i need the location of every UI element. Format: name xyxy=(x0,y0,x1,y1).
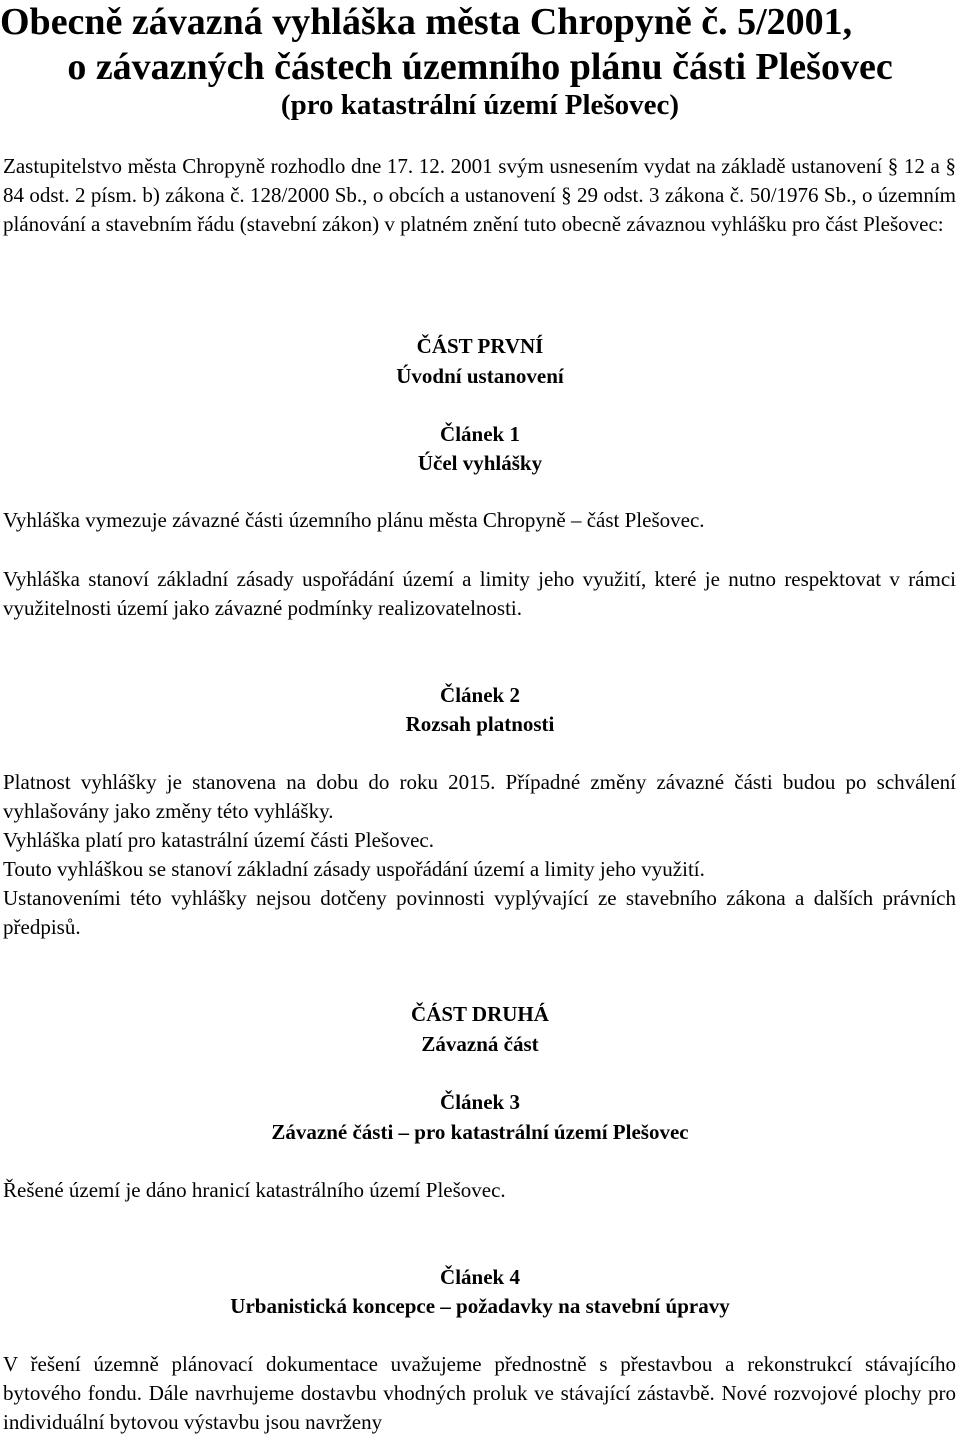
document-subtitle: (pro katastrální území Plešovec) xyxy=(280,89,680,121)
part2-subheading: Závazná část xyxy=(421,1032,539,1056)
article1-paragraph-2: Vyhláška stanoví základní zásady uspořádání území a limity jeho využití, které je nutno respektovat v rámci využitelnosti území jako závazné podmínky realizovatelnosti. xyxy=(3,567,956,620)
article4-title: Urbanistická koncepce – požadavky na stavební úpravy xyxy=(230,1294,730,1318)
article2-paragraph-4: Ustanoveními této vyhlášky nejsou dotčeny povinnosti vyplývající ze stavebního zákona a dalších právních předpisů. xyxy=(3,886,956,939)
article3-paragraph-1: Řešené území je dáno hranicí katastrálního území Plešovec. xyxy=(3,1178,506,1202)
part1-subheading: Úvodní ustanovení xyxy=(396,364,564,388)
article1-heading: Článek 1 xyxy=(440,422,520,446)
document-title-line1: Obecně závazná vyhláška města Chropyně č. 5/2001, xyxy=(0,1,853,43)
article2-heading: Článek 2 xyxy=(440,683,520,707)
article2-title: Rozsah platnosti xyxy=(405,712,555,736)
part2-heading: ČÁST DRUHÁ xyxy=(411,1002,549,1026)
document-title-line2: o závazných částech územního plánu části Plešovec xyxy=(67,46,893,88)
article3-title: Závazné části – pro katastrální území Plešovec xyxy=(271,1120,689,1144)
article2-paragraph-2: Vyhláška platí pro katastrální území části Plešovec. xyxy=(3,828,434,852)
article4-heading: Článek 4 xyxy=(440,1265,520,1289)
preamble-paragraph: Zastupitelstvo města Chropyně rozhodlo dne 17. 12. 2001 svým usnesením vydat na základě ustanovení § 12 a § 84 odst. 2 písm. b) zákona č. 128/2000 Sb., o obcích a ustanovení § 29 odst. 3 zákona č. 50/1976 Sb., o územním plánování a stavebním řádu (stavební zákon) v platném znění tuto obecně závaznou vyhlášku pro část Plešovec: xyxy=(3,154,956,236)
article1-paragraph-1: Vyhláška vymezuje závazné části územního plánu města Chropyně – část Plešovec. xyxy=(3,508,705,532)
article2-paragraph-1: Platnost vyhlášky je stanovena na dobu do roku 2015. Případné změny závazné části budou po schválení vyhlašovány jako změny této vyhlášky. xyxy=(3,770,956,823)
article4-paragraph-clip xyxy=(0,1350,960,1438)
article4-paragraph-1: V řešení územně plánovací dokumentace uvažujeme přednostně s přestavbou a rekonstrukcí stávajícího bytového fondu. Dále navrhujeme dostavbu vhodných proluk ve stávající zástavbě. Nové rozvojové plochy pro individuální bytovou výstavbu jsou navrženy xyxy=(3,1352,956,1434)
article1-title: Účel vyhlášky xyxy=(417,451,543,475)
part1-heading: ČÁST PRVNÍ xyxy=(416,334,544,358)
article3-heading: Článek 3 xyxy=(440,1090,520,1114)
article2-paragraph-3: Touto vyhláškou se stanoví základní zásady uspořádání území a limity jeho využití. xyxy=(3,857,705,881)
